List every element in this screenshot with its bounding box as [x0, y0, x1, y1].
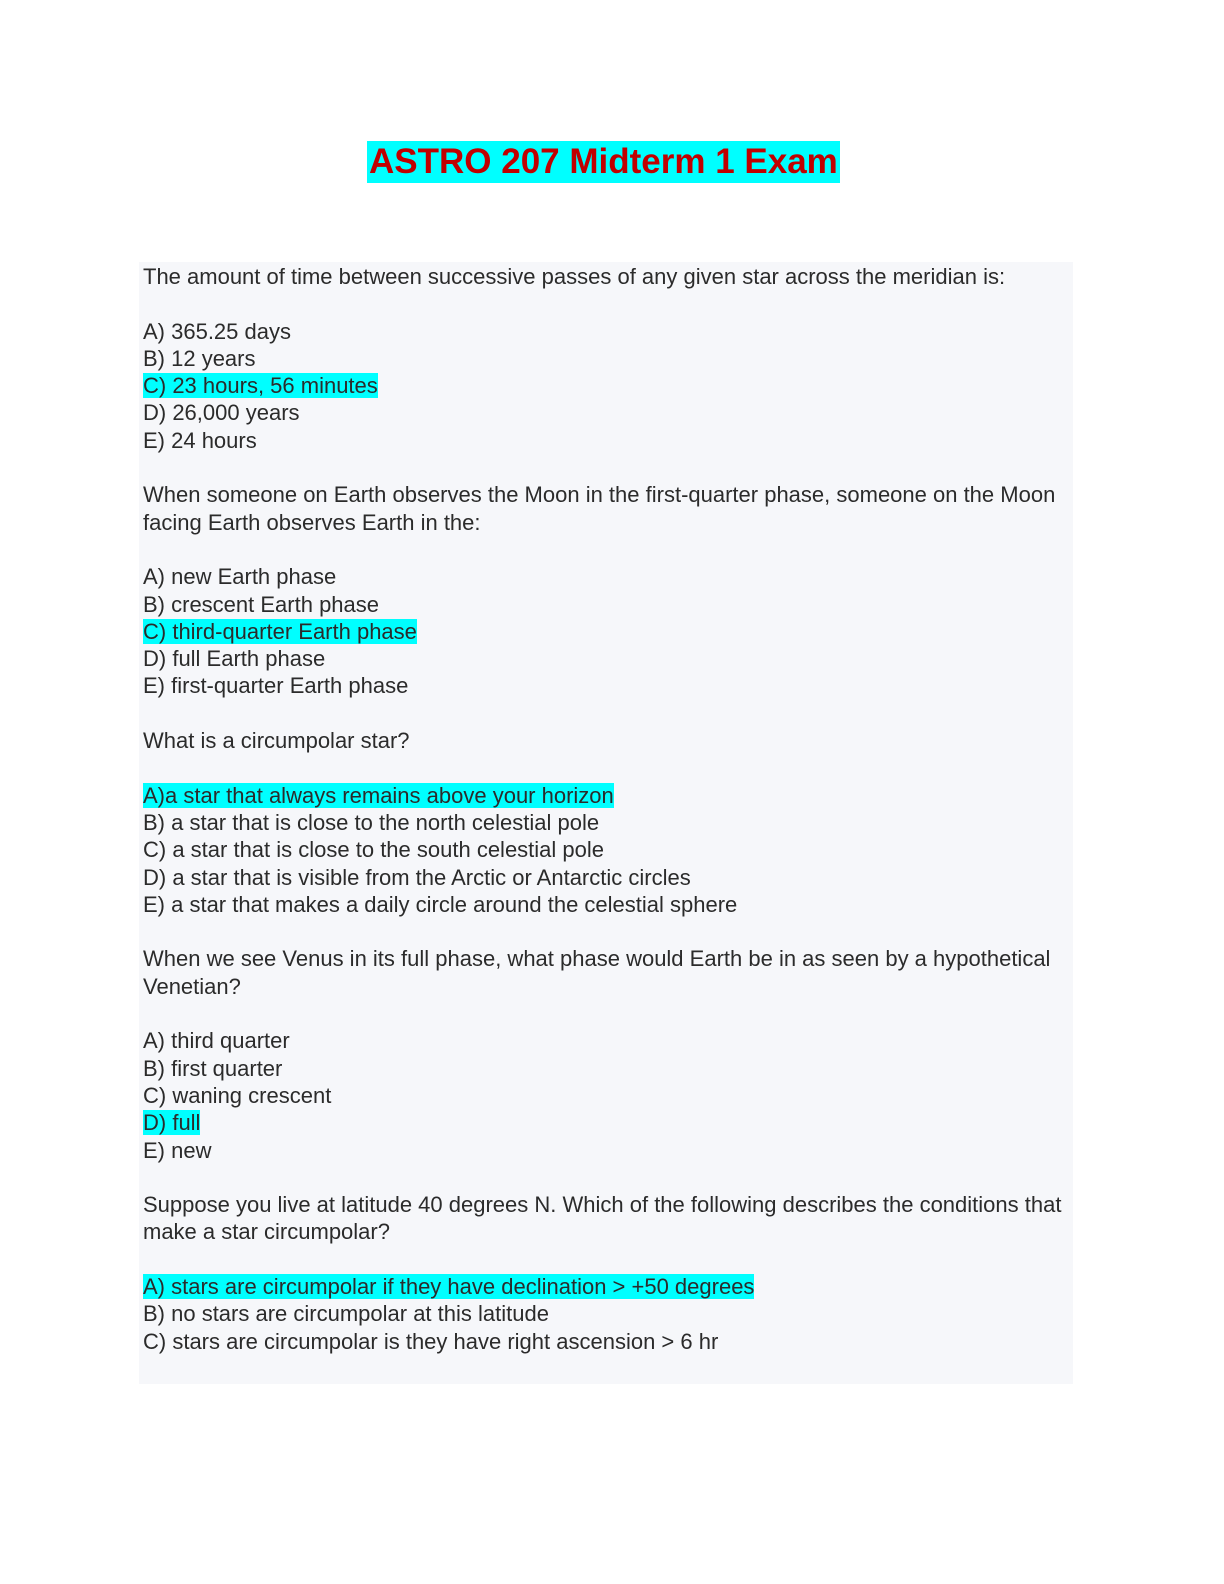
question-text: Suppose you live at latitude 40 degrees N. Which of the following describes the conditions that make a star circumpolar?: [143, 1192, 1062, 1245]
answer-option: B) no stars are circumpolar at this latitude: [143, 1301, 549, 1327]
question-3: [143, 727, 1073, 918]
answer-options: [143, 1273, 1073, 1355]
answer-options: [143, 1027, 1073, 1163]
answer-option-highlighted: [143, 1273, 1073, 1300]
answer-option-highlighted: [143, 782, 1073, 809]
answer-option: E) first-quarter Earth phase: [143, 673, 409, 699]
answer-highlight: D) full: [143, 1110, 201, 1136]
answer-option: C) stars are circumpolar is they have right ascension > 6 hr: [143, 1328, 719, 1354]
answer-option: E) a star that makes a daily circle around the celestial sphere: [143, 891, 738, 917]
answer-option: B) crescent Earth phase: [143, 591, 380, 617]
answer-options: [143, 782, 1073, 918]
question-text: When we see Venus in its full phase, what phase would Earth be in as seen by a hypothetical Venetian?: [143, 946, 1051, 999]
answer-option: B) a star that is close to the north celestial pole: [143, 809, 600, 835]
answer-option: D) a star that is visible from the Arctic or Antarctic circles: [143, 864, 691, 890]
answer-option: D) full Earth phase: [143, 646, 326, 672]
answer-option: A) new Earth phase: [143, 564, 337, 590]
answer-highlight: C) third-quarter Earth phase: [143, 618, 417, 644]
question-5: [143, 1191, 1073, 1355]
answer-option: A) third quarter: [143, 1028, 290, 1054]
answer-option: C) waning crescent: [143, 1082, 332, 1108]
answer-option: E) new: [143, 1137, 212, 1163]
question-4: [143, 945, 1073, 1163]
answer-option: E) 24 hours: [143, 427, 257, 453]
answer-highlight: A)a star that always remains above your horizon: [143, 782, 614, 808]
answer-options: [143, 563, 1073, 699]
exam-content: [139, 262, 1073, 1384]
question-text: What is a circumpolar star?: [143, 728, 410, 754]
question-1: [143, 263, 1073, 454]
answer-highlight: C) 23 hours, 56 minutes: [143, 373, 378, 399]
answer-option-highlighted: [143, 1109, 1073, 1136]
answer-option: B) 12 years: [143, 345, 256, 371]
answer-option: A) 365.25 days: [143, 318, 291, 344]
answer-option-highlighted: [143, 618, 1073, 645]
answer-highlight: A) stars are circumpolar if they have declination > +50 degrees: [143, 1273, 755, 1299]
answer-option: D) 26,000 years: [143, 400, 300, 426]
answer-options: [143, 318, 1073, 454]
answer-option-highlighted: [143, 372, 1073, 399]
answer-option: B) first quarter: [143, 1055, 283, 1081]
answer-option: C) a star that is close to the south celestial pole: [143, 837, 605, 863]
question-2: [143, 481, 1073, 699]
question-text: When someone on Earth observes the Moon in the first-quarter phase, someone on the Moon facing Earth observes Earth in the:: [143, 482, 1056, 535]
question-text: The amount of time between successive passes of any given star across the meridian is:: [143, 264, 1006, 289]
page-title: ASTRO 207 Midterm 1 Exam: [369, 142, 838, 181]
